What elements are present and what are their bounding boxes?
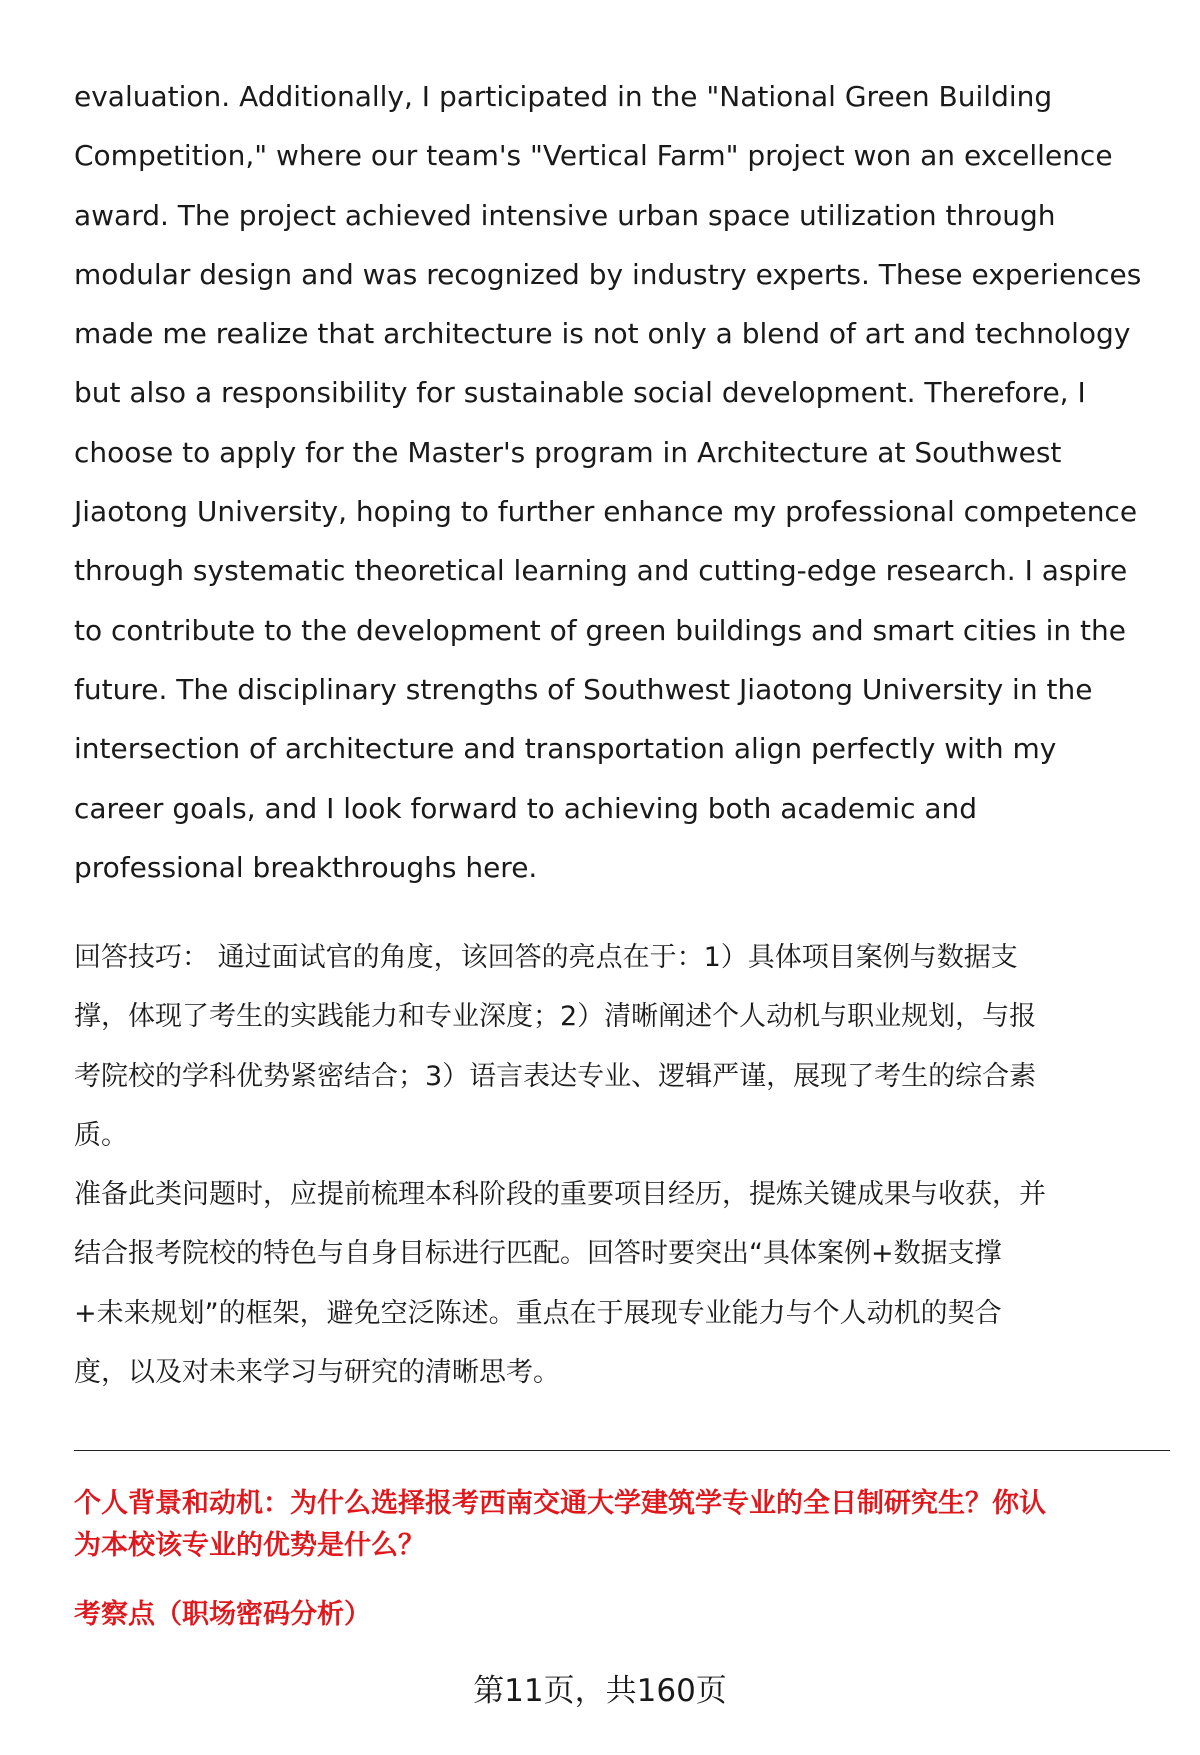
section-heading: 考察点（职场密码分析） xyxy=(74,1599,371,1630)
text-line: but also a responsibility for sustainable social development. Therefore, I xyxy=(74,376,1086,410)
text-line: evaluation. Additionally, I participated in the "National Green Building xyxy=(74,80,1053,113)
text-line: choose to apply for the Master's program in Architecture at Southwest xyxy=(74,435,1062,469)
text-line: 撑，体现了考生的实践能力和专业深度；2）清晰阐述个人动机与职业规划，与报 xyxy=(74,1001,1037,1033)
text-line: 准备此类问题时，应提前梳理本科阶段的重要项目经历，提炼关键成果与收获，并 xyxy=(74,1179,1046,1210)
text-line: made me realize that architecture is not only a blend of art and technology xyxy=(74,317,1131,351)
text-line: 质。 xyxy=(74,1119,128,1151)
text-line: future. The disciplinary strengths of Southwest Jiaotong University in the xyxy=(74,672,1093,706)
answer-tips-paragraph xyxy=(74,928,1174,1165)
text-line: intersection of architecture and transportation align perfectly with my xyxy=(74,732,1057,766)
text-line: 度，以及对未来学习与研究的清晰思考。 xyxy=(74,1356,560,1388)
preparation-advice-paragraph xyxy=(74,1165,1174,1402)
text-line: Jiaotong University, hoping to further enhance my professional competence xyxy=(74,495,1138,529)
answer-english-paragraph xyxy=(74,67,1174,897)
text-line: 为本校该专业的优势是什么？ xyxy=(74,1530,425,1561)
text-line: 回答技巧： 通过面试官的角度，该回答的亮点在于：1）具体项目案例与数据支 xyxy=(74,942,1018,973)
page-number-footer: 第11页，共160页 xyxy=(473,1673,727,1709)
text-line: modular design and was recognized by industry experts. These experiences xyxy=(74,257,1142,291)
text-line: 个人背景和动机：为什么选择报考西南交通大学建筑学专业的全日制研究生？你认 xyxy=(74,1488,1046,1519)
question-heading xyxy=(74,1483,1046,1567)
text-line: Competition," where our team's "Vertical Farm" project won an excellence xyxy=(74,139,1113,173)
text-line: career goals, and I look forward to achieving both academic and xyxy=(74,791,978,825)
text-line: 考院校的学科优势紧密结合；3）语言表达专业、逻辑严谨，展现了考生的综合素 xyxy=(74,1060,1037,1092)
text-line: award. The project achieved intensive urban space utilization through xyxy=(74,198,1056,232)
text-line: professional breakthroughs here. xyxy=(74,850,538,884)
text-line: 结合报考院校的特色与自身目标进行匹配。回答时要突出“具体案例+数据支撑 xyxy=(74,1238,1002,1270)
text-line: +未来规划”的框架，避免空泛陈述。重点在于展现专业能力与个人动机的契合 xyxy=(74,1297,1002,1329)
section-divider xyxy=(74,1450,1170,1451)
text-line: to contribute to the development of green buildings and smart cities in the xyxy=(74,613,1126,647)
text-line: through systematic theoretical learning and cutting-edge research. I aspire xyxy=(74,554,1128,588)
